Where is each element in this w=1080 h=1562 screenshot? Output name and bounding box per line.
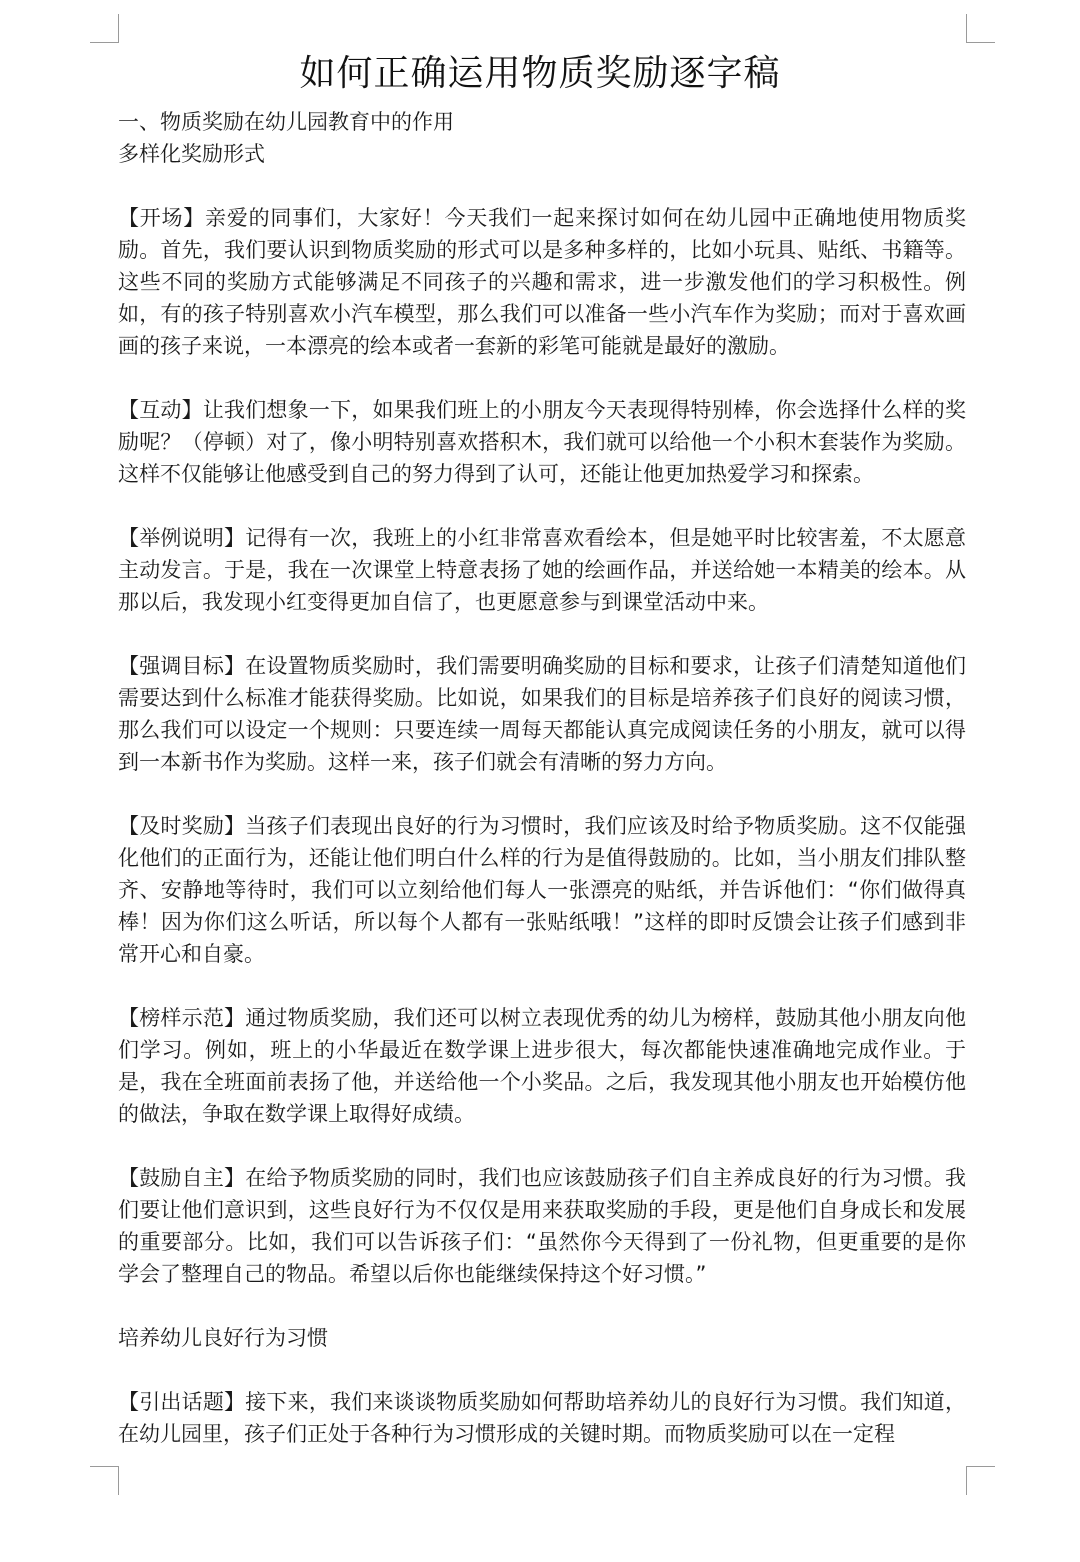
corner-mark-top-left: [90, 14, 119, 43]
paragraph-introduce-topic: 【引出话题】接下来，我们来谈谈物质奖励如何帮助培养幼儿的良好行为习惯。我们知道，在幼儿园里，孩子们正处于各种行为习惯形成的关键时期。而物质奖励可以在一定程: [118, 1390, 966, 1446]
document-body: [118, 106, 966, 1450]
paragraph-timely-reward: 【及时奖励】当孩子们表现出良好的行为习惯时，我们应该及时给予物质奖励。这不仅能强化他们的正面行为，还能让他们明白什么样的行为是值得鼓励的。比如，当小朋友们排队整齐、安静地等待时，我们可以立刻给他们每人一张漂亮的贴纸，并告诉他们：“你们做得真棒！因为你们这么听话，所以每个人都有一张贴纸哦！”这样的即时反馈会让孩子们感到非常开心和自豪。: [118, 814, 966, 966]
document-title: 如何正确运用物质奖励逐字稿: [299, 53, 781, 94]
paragraph-opening: 【开场】亲爱的同事们，大家好！今天我们一起来探讨如何在幼儿园中正确地使用物质奖励。首先，我们要认识到物质奖励的形式可以是多种多样的，比如小玩具、贴纸、书籍等。这些不同的奖励方式能够满足不同孩子的兴趣和需求，进一步激发他们的学习积极性。例如，有的孩子特别喜欢小汽车模型，那么我们可以准备一些小汽车作为奖励；而对于喜欢画画的孩子来说，一本漂亮的绘本或者一套新的彩笔可能就是最好的激励。: [118, 206, 966, 358]
corner-mark-top-right: [966, 14, 995, 43]
paragraph-example: 【举例说明】记得有一次，我班上的小红非常喜欢看绘本，但是她平时比较害羞，不太愿意主动发言。于是，我在一次课堂上特意表扬了她的绘画作品，并送给她一本精美的绘本。从那以后，我发现小红变得更加自信了，也更愿意参与到课堂活动中来。: [118, 526, 966, 614]
corner-mark-bottom-left: [90, 1466, 119, 1495]
paragraph-role-model: 【榜样示范】通过物质奖励，我们还可以树立表现优秀的幼儿为榜样，鼓励其他小朋友向他们学习。例如，班上的小华最近在数学课上进步很大，每次都能快速准确地完成作业。于是，我在全班面前表扬了他，并送给他一个小奖品。之后，我发现其他小朋友也开始模仿他的做法，争取在数学课上取得好成绩。: [118, 1006, 966, 1126]
paragraph-goal: 【强调目标】在设置物质奖励时，我们需要明确奖励的目标和要求，让孩子们清楚知道他们需要达到什么标准才能获得奖励。比如说，如果我们的目标是培养孩子们良好的阅读习惯，那么我们可以设定一个规则：只要连续一周每天都能认真完成阅读任务的小朋友，就可以得到一本新书作为奖励。这样一来，孩子们就会有清晰的努力方向。: [118, 654, 966, 774]
paragraph-interaction: 【互动】让我们想象一下，如果我们班上的小朋友今天表现得特别棒，你会选择什么样的奖励呢？（停顿）对了，像小明特别喜欢搭积木，我们就可以给他一个小积木套装作为奖励。这样不仅能够让他感受到自己的努力得到了认可，还能让他更加热爱学习和探索。: [118, 398, 966, 486]
subsection-heading-diverse-rewards: 多样化奖励形式: [118, 142, 265, 166]
section-heading: 一、物质奖励在幼儿园教育中的作用: [118, 110, 454, 134]
subsection-heading-good-habits: 培养幼儿良好行为习惯: [118, 1326, 328, 1350]
paragraph-autonomy: 【鼓励自主】在给予物质奖励的同时，我们也应该鼓励孩子们自主养成良好的行为习惯。我们要让他们意识到，这些良好行为不仅仅是用来获取奖励的手段，更是他们自身成长和发展的重要部分。比如，我们可以告诉孩子们：“虽然你今天得到了一份礼物，但更重要的是你学会了整理自己的物品。希望以后你也能继续保持这个好习惯。”: [118, 1166, 966, 1286]
corner-mark-bottom-right: [966, 1466, 995, 1495]
